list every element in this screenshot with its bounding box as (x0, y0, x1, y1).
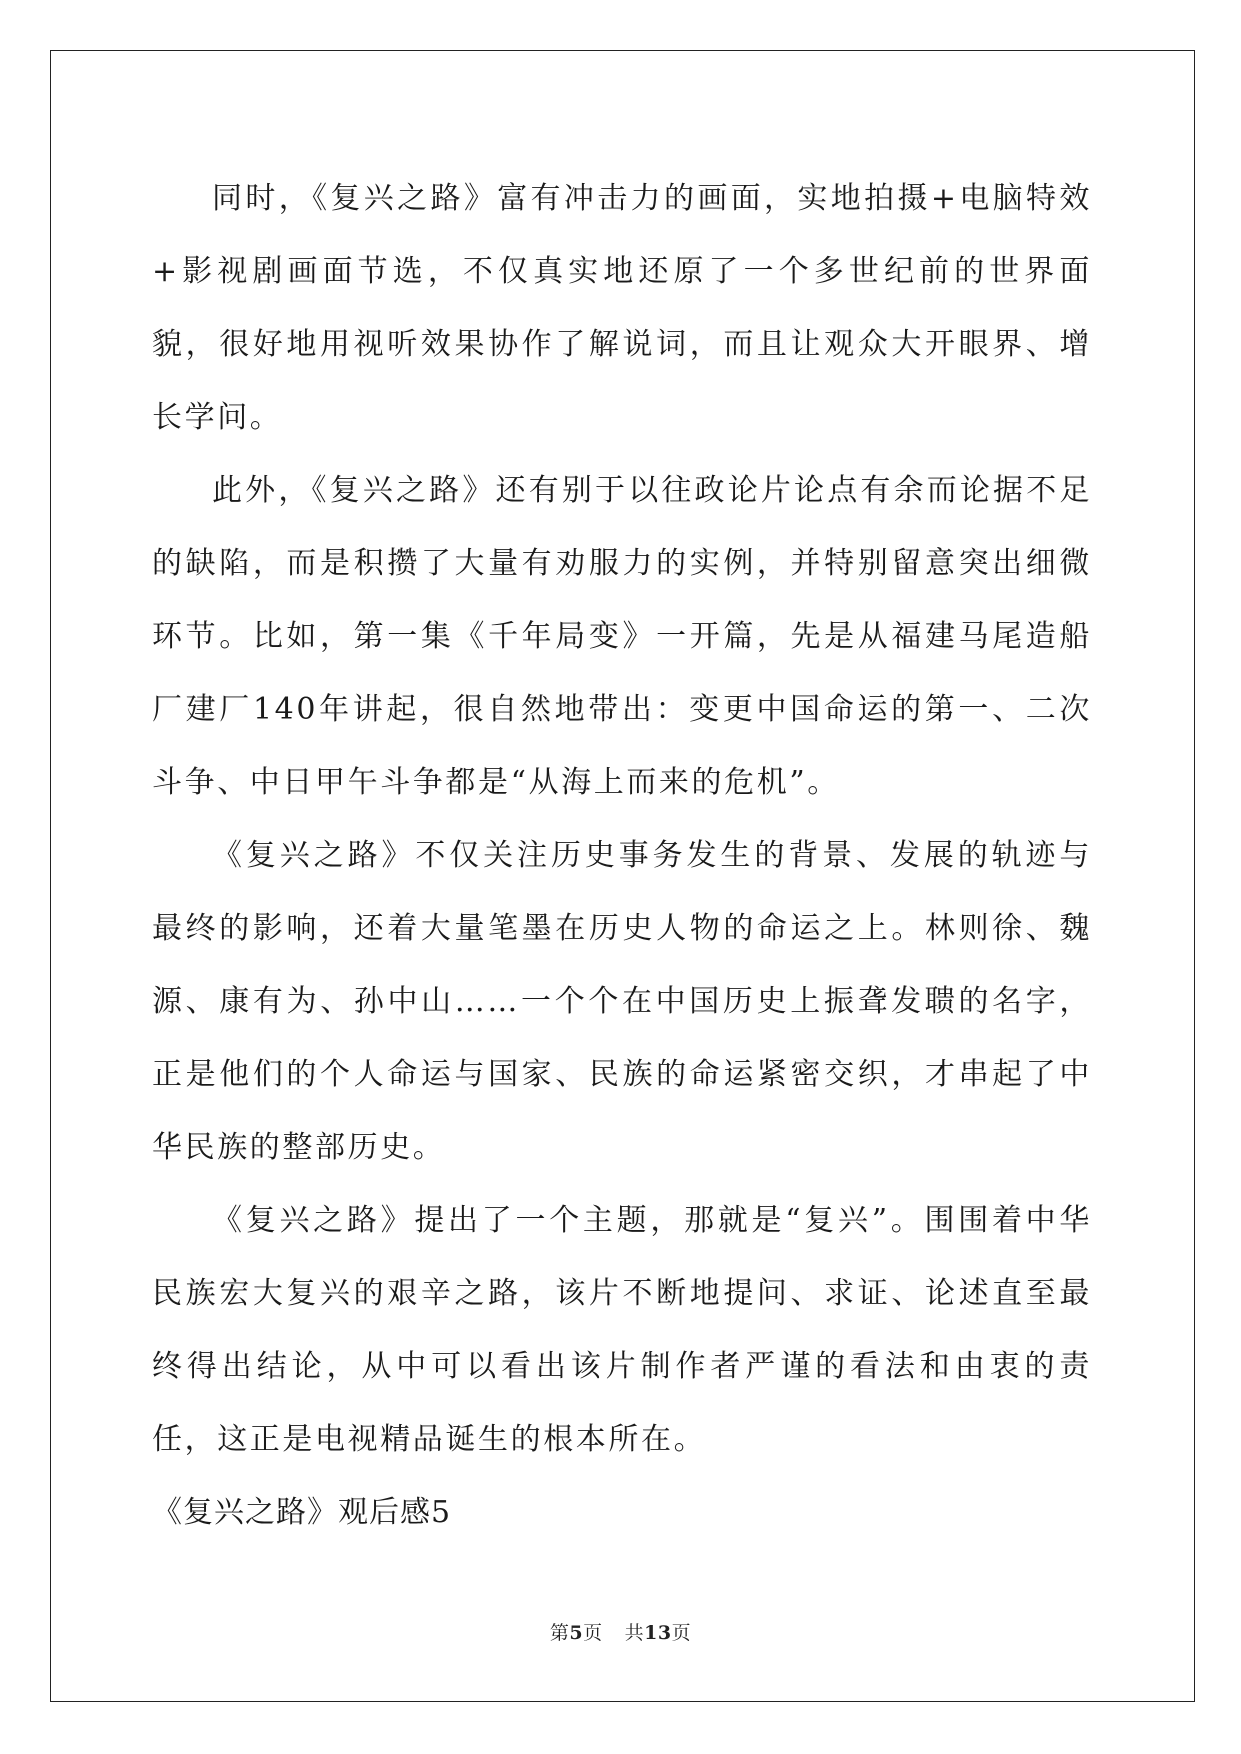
page-number: 5 (569, 1622, 584, 1644)
paragraph-1: 同时，《复兴之路》富有冲击力的画面，实地拍摄+电脑特效+影视剧画面节选，不仅真实地还原了一个多世纪前的世界面貌，很好地用视听效果协作了解说词，而且让观众大开眼界、增长学问。 (152, 181, 1092, 435)
section-heading: 《复兴之路》观后感5 (152, 1495, 452, 1530)
page-prefix: 第 (549, 1622, 570, 1644)
paragraph-3: 《复兴之路》不仅关注历史事务发生的背景、发展的轨迹与最终的影响，还着大量笔墨在历史人物的命运之上。林则徐、魏源、康有为、孙中山……一个个在中国历史上振聋发聩的名字，正是他们的个人命运与国家、民族的命运紧密交织，才串起了中华民族的整部历史。 (152, 838, 1092, 1165)
total-prefix: 共 (624, 1622, 645, 1644)
paragraph-4: 《复兴之路》提出了一个主题，那就是“复兴”。围围着中华民族宏大复兴的艰辛之路，该片不断地提问、求证、论述直至最终得出结论，从中可以看出该片制作者严谨的看法和由衷的责任，这正是电视精品诞生的根本所在。 (152, 1203, 1092, 1457)
paragraph-2: 此外，《复兴之路》还有别于以往政论片论点有余而论据不足的缺陷，而是积攒了大量有劝服力的实例，并特别留意突出细微环节。比如，第一集《千年局变》一开篇，先是从福建马尾造船厂建厂140年讲起，很自然地带出：变更中国命运的第一、二次斗争、中日甲午斗争都是“从海上而来的危机”。 (152, 473, 1092, 800)
page-suffix: 页 (583, 1622, 603, 1644)
total-pages: 13 (644, 1622, 672, 1644)
page-footer (0, 1618, 1241, 1645)
total-suffix: 页 (671, 1622, 692, 1644)
document-body (152, 162, 1092, 1549)
